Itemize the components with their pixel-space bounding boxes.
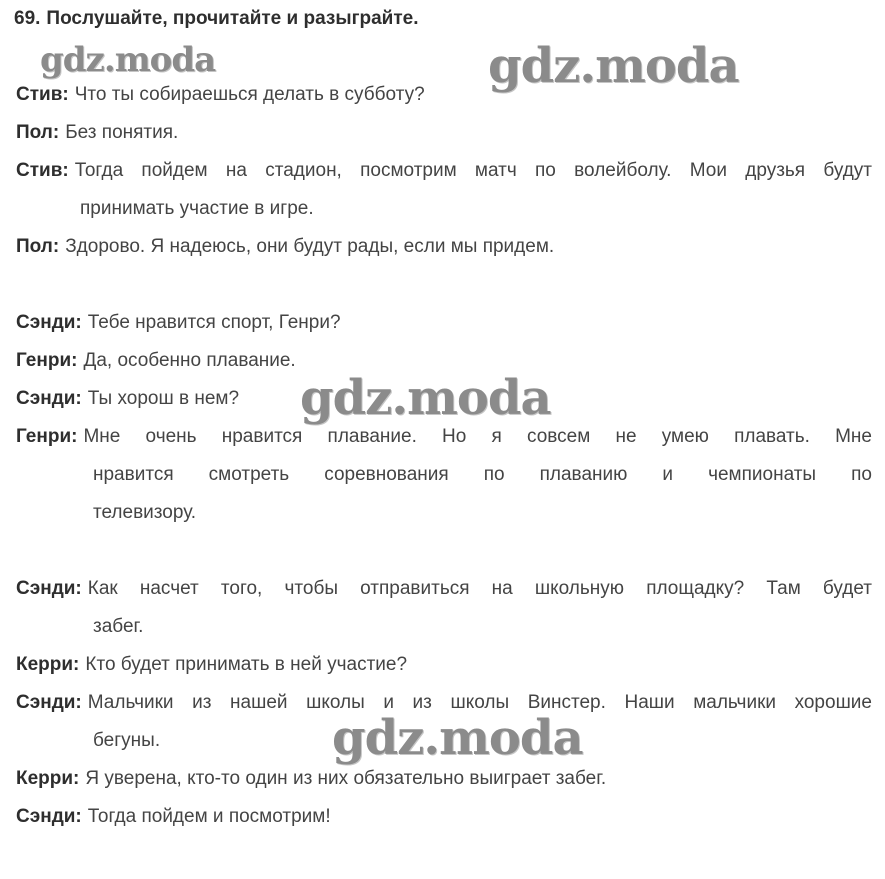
dialogue-line bbox=[16, 798, 872, 836]
speaker-name: Пол: bbox=[16, 236, 60, 257]
dialogue-line bbox=[16, 114, 872, 152]
line-continuation: нравится смотреть соревнования по плаванию и чемпионаты по bbox=[93, 464, 872, 485]
speaker-name: Сэнди: bbox=[16, 806, 82, 827]
line-text: Мне очень нравится плавание. Но я совсем не умею плавать. Мне bbox=[83, 426, 872, 447]
line-text: Здорово. Я надеюсь, они будут рады, если мы придем. bbox=[65, 236, 555, 257]
line-text: Тогда пойдем на стадион, посмотрим матч по волейболу. Мои друзья будут bbox=[74, 160, 872, 181]
speaker-name: Пол: bbox=[16, 122, 60, 143]
dialogue-line bbox=[16, 152, 872, 190]
speaker-name: Стив: bbox=[16, 84, 69, 105]
speaker-name: Керри: bbox=[16, 654, 80, 675]
speaker-name: Сэнди: bbox=[16, 312, 82, 333]
dialogue-line bbox=[16, 304, 872, 342]
line-text: Ты хорош в нем? bbox=[87, 388, 240, 409]
line-continuation: телевизору. bbox=[93, 502, 197, 523]
line-text: Как насчет того, чтобы отправиться на школьную площадку? Там будет bbox=[87, 578, 872, 599]
dialogue-line bbox=[16, 228, 872, 266]
speaker-name: Сэнди: bbox=[16, 388, 82, 409]
speaker-name: Сэнди: bbox=[16, 578, 82, 599]
exercise-heading bbox=[14, 8, 418, 30]
speaker-name: Сэнди: bbox=[16, 692, 82, 713]
dialogue-line bbox=[16, 76, 872, 114]
line-text: Кто будет принимать в ней участие? bbox=[85, 654, 408, 675]
exercise-title: Послушайте, прочитайте и разыграйте. bbox=[46, 8, 419, 29]
line-continuation: принимать участие в игре. bbox=[80, 198, 314, 219]
speaker-name: Керри: bbox=[16, 768, 80, 789]
watermark: gdz.moda bbox=[332, 710, 583, 766]
watermark: gdz.moda bbox=[40, 40, 216, 80]
exercise-number: 69. bbox=[14, 8, 41, 29]
dialogue-line bbox=[16, 646, 872, 684]
line-text: Я уверена, кто-то один из них обязательно выиграет забег. bbox=[85, 768, 607, 789]
speaker-name: Генри: bbox=[16, 350, 78, 371]
line-text: Что ты собираешься делать в субботу? bbox=[74, 84, 425, 105]
watermark: gdz.moda bbox=[300, 370, 551, 426]
line-text: Тебе нравится спорт, Генри? bbox=[87, 312, 341, 333]
line-text: Тогда пойдем и посмотрим! bbox=[87, 806, 331, 827]
speaker-name: Генри: bbox=[16, 426, 78, 447]
speaker-name: Стив: bbox=[16, 160, 69, 181]
line-continuation: бегуны. bbox=[93, 730, 161, 751]
line-continuation: забег. bbox=[93, 616, 144, 637]
watermark: gdz.moda bbox=[488, 38, 739, 94]
line-text: Без понятия. bbox=[65, 122, 179, 143]
line-text: Мальчики из нашей школы и из школы Винстер. Наши мальчики хорошие bbox=[87, 692, 872, 713]
line-text: Да, особенно плавание. bbox=[83, 350, 296, 371]
dialogue-line bbox=[16, 570, 872, 608]
